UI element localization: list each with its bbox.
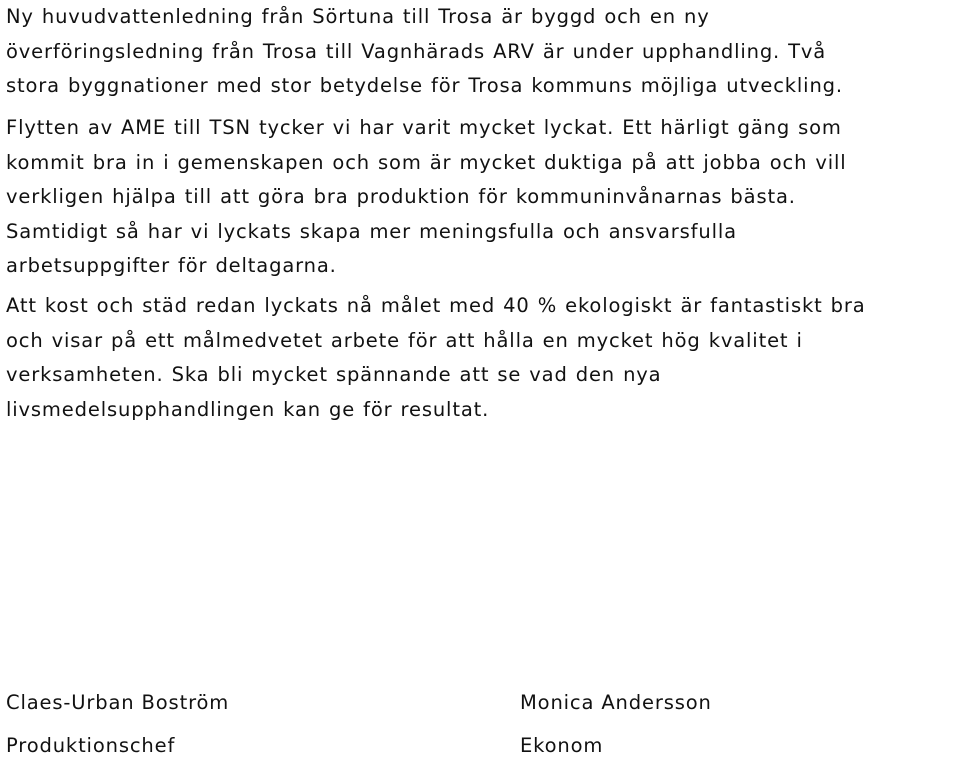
paragraph-ecological-goal: Att kost och städ redan lyckats nå målet med 40 % ekologiskt är fantastiskt bra och visar på ett målmedvetet arbete för att hålla en mycket hög kvalitet i verksamheten. Ska bli mycket spännande att se vad den nya livsmedelsupphandlingen kan ge för resultat. — [6, 294, 866, 421]
paragraph-ame-move: Flytten av AME till TSN tycker vi har varit mycket lyckat. Ett härligt gäng som kommit bra in i gemenskapen och som är mycket duktiga på att jobba och vill verkligen hjälpa till att göra bra produktion för kommuninvånarnas bästa. Samtidigt så har vi lyckats skapa mer meningsfulla och ansvarsfulla arbetsuppgifter för deltagarna. — [6, 116, 847, 277]
signature-name: Monica Andersson — [520, 691, 712, 714]
signature-role: Produktionschef — [6, 734, 176, 757]
paragraph-water-pipeline: Ny huvudvattenledning från Sörtuna till Trosa är byggd och en ny överföringsledning från Trosa till Vagnhärads ARV är under upphandling. Två stora byggnationer med stor betydelse för Trosa kommuns möjliga utveckling. — [6, 5, 843, 97]
signature-name: Claes-Urban Boström — [6, 691, 230, 714]
signature-role: Ekonom — [520, 734, 604, 757]
